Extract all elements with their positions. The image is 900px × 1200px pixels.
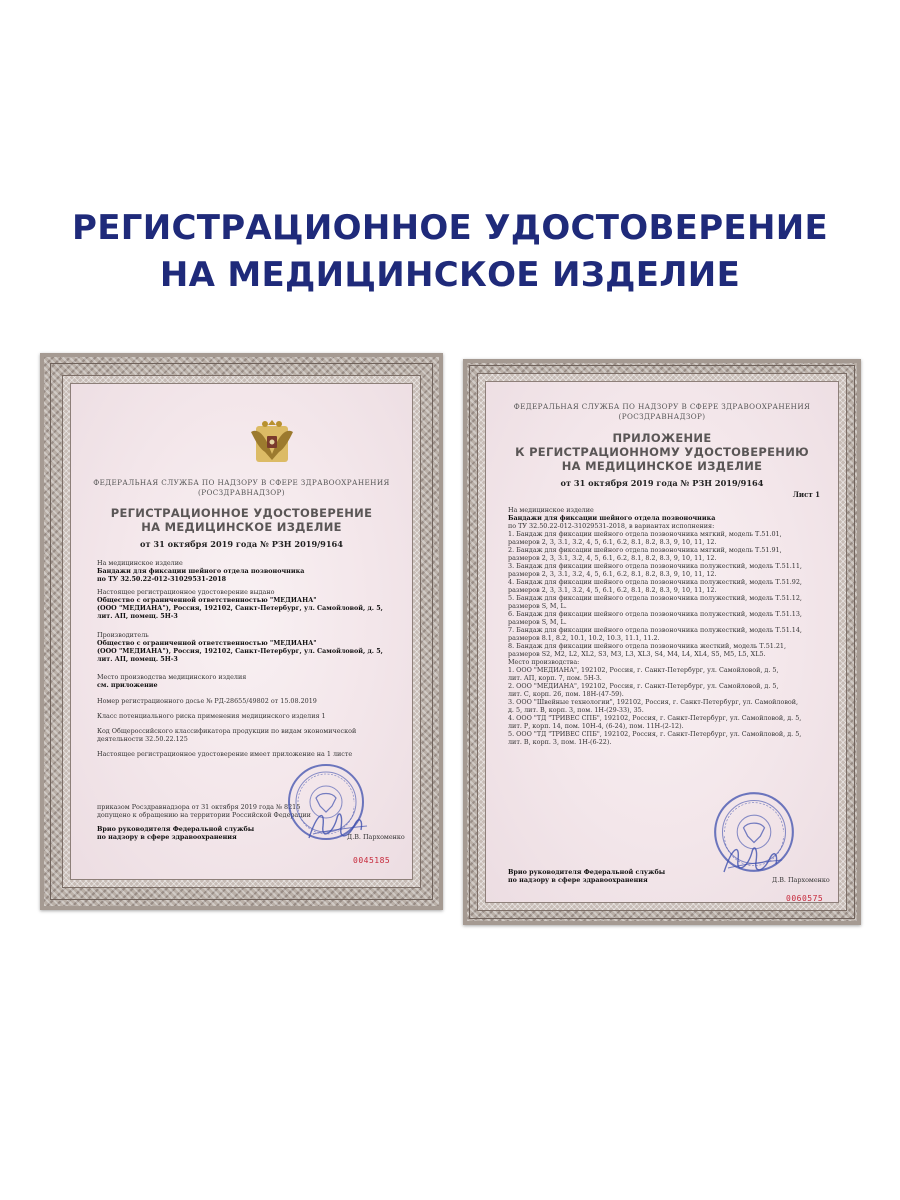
text-line: д. 5, лит. В, корп. 3, пом. 1Н-(29-33), 35.	[508, 706, 644, 714]
text-line: 3. Бандаж для фиксации шейного отдела позвоночника полужесткий, модель Т.51.11,	[508, 562, 802, 570]
agency-abbreviation: (РОСЗДРАВНАДЗОР)	[198, 488, 285, 497]
text-line: 4. ООО "ТД "ТРИВЕС СПБ", 192102, Россия, г. Санкт-Петербург, ул. Самойловой, д. 5,	[508, 714, 802, 722]
text-line: Место производства:	[508, 658, 580, 666]
text-line: 5. ООО "ТД "ТРИВЕС СПБ", 192102, Россия, г. Санкт-Петербург, ул. Самойловой, д. 5,	[508, 730, 802, 738]
text-line: Номер регистрационного досье № РД-28655/49802 от 15.08.2019	[97, 697, 317, 705]
text-line: размеров S2, M2, L2, XL2, S3, M3, L3, XL3, S4, M4, L4, XL4, S5, M5, L5, XL5.	[508, 650, 766, 658]
text-line: 5. Бандаж для фиксации шейного отдела позвоночника полужесткий, модель Т.51.12,	[508, 594, 802, 602]
certificate-title-line-1: РЕГИСТРАЦИОННОЕ УДОСТОВЕРЕНИЕ	[110, 506, 373, 520]
text-line: деятельности 32.50.22.125	[97, 735, 188, 743]
signature-icon	[718, 838, 788, 880]
certificate-paper	[70, 383, 413, 880]
text-line: размеров 2, 3, 3.1, 3.2, 4, 5, 6.1, 6.2, 8.1, 8.2, 8.3, 9, 10, 11, 12.	[508, 586, 717, 594]
text-line: 2. ООО "МЕДИАНА", 192102, Россия, г. Санкт-Петербург, ул. Самойловой, д. 5,	[508, 682, 779, 690]
appendix-title-line-1: ПРИЛОЖЕНИЕ	[612, 431, 712, 445]
text-line: см. приложение	[97, 681, 158, 689]
appendix-date-number: от 31 октября 2019 года № РЗН 2019/9164	[560, 478, 764, 488]
text-line: по надзору в сфере здравоохранения	[508, 876, 648, 884]
text-line: 6. Бандаж для фиксации шейного отдела позвоночника полужесткий, модель Т.51.13,	[508, 610, 802, 618]
text-line: Общество с ограниченной ответственностью "МЕДИАНА"	[97, 596, 317, 604]
text-line: Общество с ограниченной ответственностью "МЕДИАНА"	[97, 639, 317, 647]
registration-certificate	[40, 353, 443, 910]
headline-line-1: РЕГИСТРАЦИОННОЕ УДОСТОВЕРЕНИЕ	[72, 208, 828, 248]
text-line: размеров 2, 3, 3.1, 3.2, 4, 5, 6.1, 6.2, 8.1, 8.2, 8.3, 9, 10, 11, 12.	[508, 538, 717, 546]
text-line: На медицинское изделие	[97, 559, 183, 567]
text-line: лит. АП, помещ. 5Н-3	[97, 655, 178, 663]
headline-line-2: НА МЕДИЦИНСКОЕ ИЗДЕЛИЕ	[159, 255, 741, 295]
text-line: Настоящее регистрационное удостоверение имеет приложение на 1 листе	[97, 750, 353, 758]
text-line: Бандажи для фиксации шейного отдела позвоночника	[508, 514, 716, 522]
text-line: (ООО "МЕДИАНА"), Россия, 192102, Санкт-Петербург, ул. Самойловой, д. 5,	[97, 647, 383, 655]
text-line: размеров S, M, L.	[508, 618, 567, 626]
appendix-title-line-3: НА МЕДИЦИНСКОЕ ИЗДЕЛИЕ	[561, 459, 763, 473]
text-line: лит. АП, помещ. 5Н-3	[97, 612, 178, 620]
text-line: размеров 2, 3, 3.1, 3.2, 4, 5, 6.1, 6.2, 8.1, 8.2, 8.3, 9, 10, 11, 12.	[508, 554, 717, 562]
signer-name: Д.В. Пархоменко	[772, 876, 830, 884]
sheet-number: Лист 1	[792, 490, 820, 499]
text-line: лит. С, корп. 26, пом. 18Н-(47-59).	[508, 690, 624, 698]
text-line: Настоящее регистрационное удостоверение выдано	[97, 588, 275, 596]
text-line: Производитель	[97, 631, 149, 639]
certificate-date-number: от 31 октября 2019 года № РЗН 2019/9164	[140, 539, 343, 549]
text-line: размеров S, M, L.	[508, 602, 567, 610]
text-line: размеров 8.1, 8.2, 10.1, 10.2, 10.3, 11.1, 11.2.	[508, 634, 660, 642]
text-line: допущено к обращению на территории Российской Федерации	[97, 811, 311, 819]
appendix-paper	[485, 381, 839, 903]
serial-number: 0060575	[786, 894, 824, 903]
text-line: лит. В, корп. 3, пом. 1Н-(6-22).	[508, 738, 612, 746]
agency-name: ФЕДЕРАЛЬНАЯ СЛУЖБА ПО НАДЗОРУ В СФЕРЕ ЗДРАВООХРАНЕНИЯ	[513, 402, 811, 411]
text-line: по надзору в сфере здравоохранения	[97, 833, 237, 841]
certificate-appendix	[463, 359, 861, 925]
text-line: 8. Бандаж для фиксации шейного отдела позвоночника жесткий, модель Т.51.21,	[508, 642, 787, 650]
text-line: Код Общероссийского классификатора продукции по видам экономической	[97, 727, 357, 735]
text-line: Место производства медицинского изделия	[97, 673, 247, 681]
text-line: Класс потенциального риска применения медицинского изделия 1	[97, 712, 326, 720]
text-line: лит. АП, корп. 7, пом. 5Н-3.	[508, 674, 602, 682]
text-line: 1. ООО "МЕДИАНА", 192102, Россия, г. Санкт-Петербург, ул. Самойловой, д. 5,	[508, 666, 779, 674]
agency-abbreviation: (РОСЗДРАВНАДЗОР)	[618, 412, 706, 421]
page-headline	[0, 205, 900, 299]
text-line: Врио руководителя Федеральной службы	[97, 825, 255, 833]
text-line: На медицинское изделие	[508, 506, 594, 514]
agency-name: ФЕДЕРАЛЬНАЯ СЛУЖБА ПО НАДЗОРУ В СФЕРЕ ЗДРАВООХРАНЕНИЯ	[93, 478, 390, 487]
text-line: размеров 2, 3, 3.1, 3.2, 4, 5, 6.1, 6.2, 8.1, 8.2, 8.3, 9, 10, 11, 12.	[508, 570, 717, 578]
text-line: по ТУ 32.50.22-012-31029531-2018, в вариантах исполнения:	[508, 522, 715, 530]
double-headed-eagle-emblem-icon	[247, 414, 297, 466]
appendix-title-line-2: К РЕГИСТРАЦИОННОМУ УДОСТОВЕРЕНИЮ	[515, 445, 809, 459]
text-line: 1. Бандаж для фиксации шейного отдела позвоночника мягкий, модель Т.51.01,	[508, 530, 782, 538]
text-line: 3. ООО "Швейные технологии", 192102, Россия, г. Санкт-Петербург, ул. Самойловой,	[508, 698, 799, 706]
text-line: (ООО "МЕДИАНА"), Россия, 192102, Санкт-Петербург, ул. Самойловой, д. 5,	[97, 604, 383, 612]
serial-number: 0045185	[353, 856, 391, 865]
signer-name: Д.В. Пархоменко	[347, 833, 405, 841]
certificate-title-line-2: НА МЕДИЦИНСКОЕ ИЗДЕЛИЕ	[141, 520, 342, 534]
text-line: лит. Р, корп. 14, пом. 10Н-4, (6-24), пом. 11Н-(2-12).	[508, 722, 684, 730]
text-line: Бандажи для фиксации шейного отдела позвоночника	[97, 567, 305, 575]
text-line: Врио руководителя Федеральной службы	[508, 868, 666, 876]
text-line: 7. Бандаж для фиксации шейного отдела позвоночника полужесткий, модель Т.51.14,	[508, 626, 802, 634]
text-line: 2. Бандаж для фиксации шейного отдела позвоночника мягкий, модель Т.51.91,	[508, 546, 782, 554]
text-line: по ТУ 32.50.22-012-31029531-2018	[97, 575, 227, 583]
text-line: приказом Росздравнадзора от 31 октября 2019 года № 8215	[97, 803, 301, 811]
text-line: 4. Бандаж для фиксации шейного отдела позвоночника полужесткий, модель Т.51.92,	[508, 578, 802, 586]
